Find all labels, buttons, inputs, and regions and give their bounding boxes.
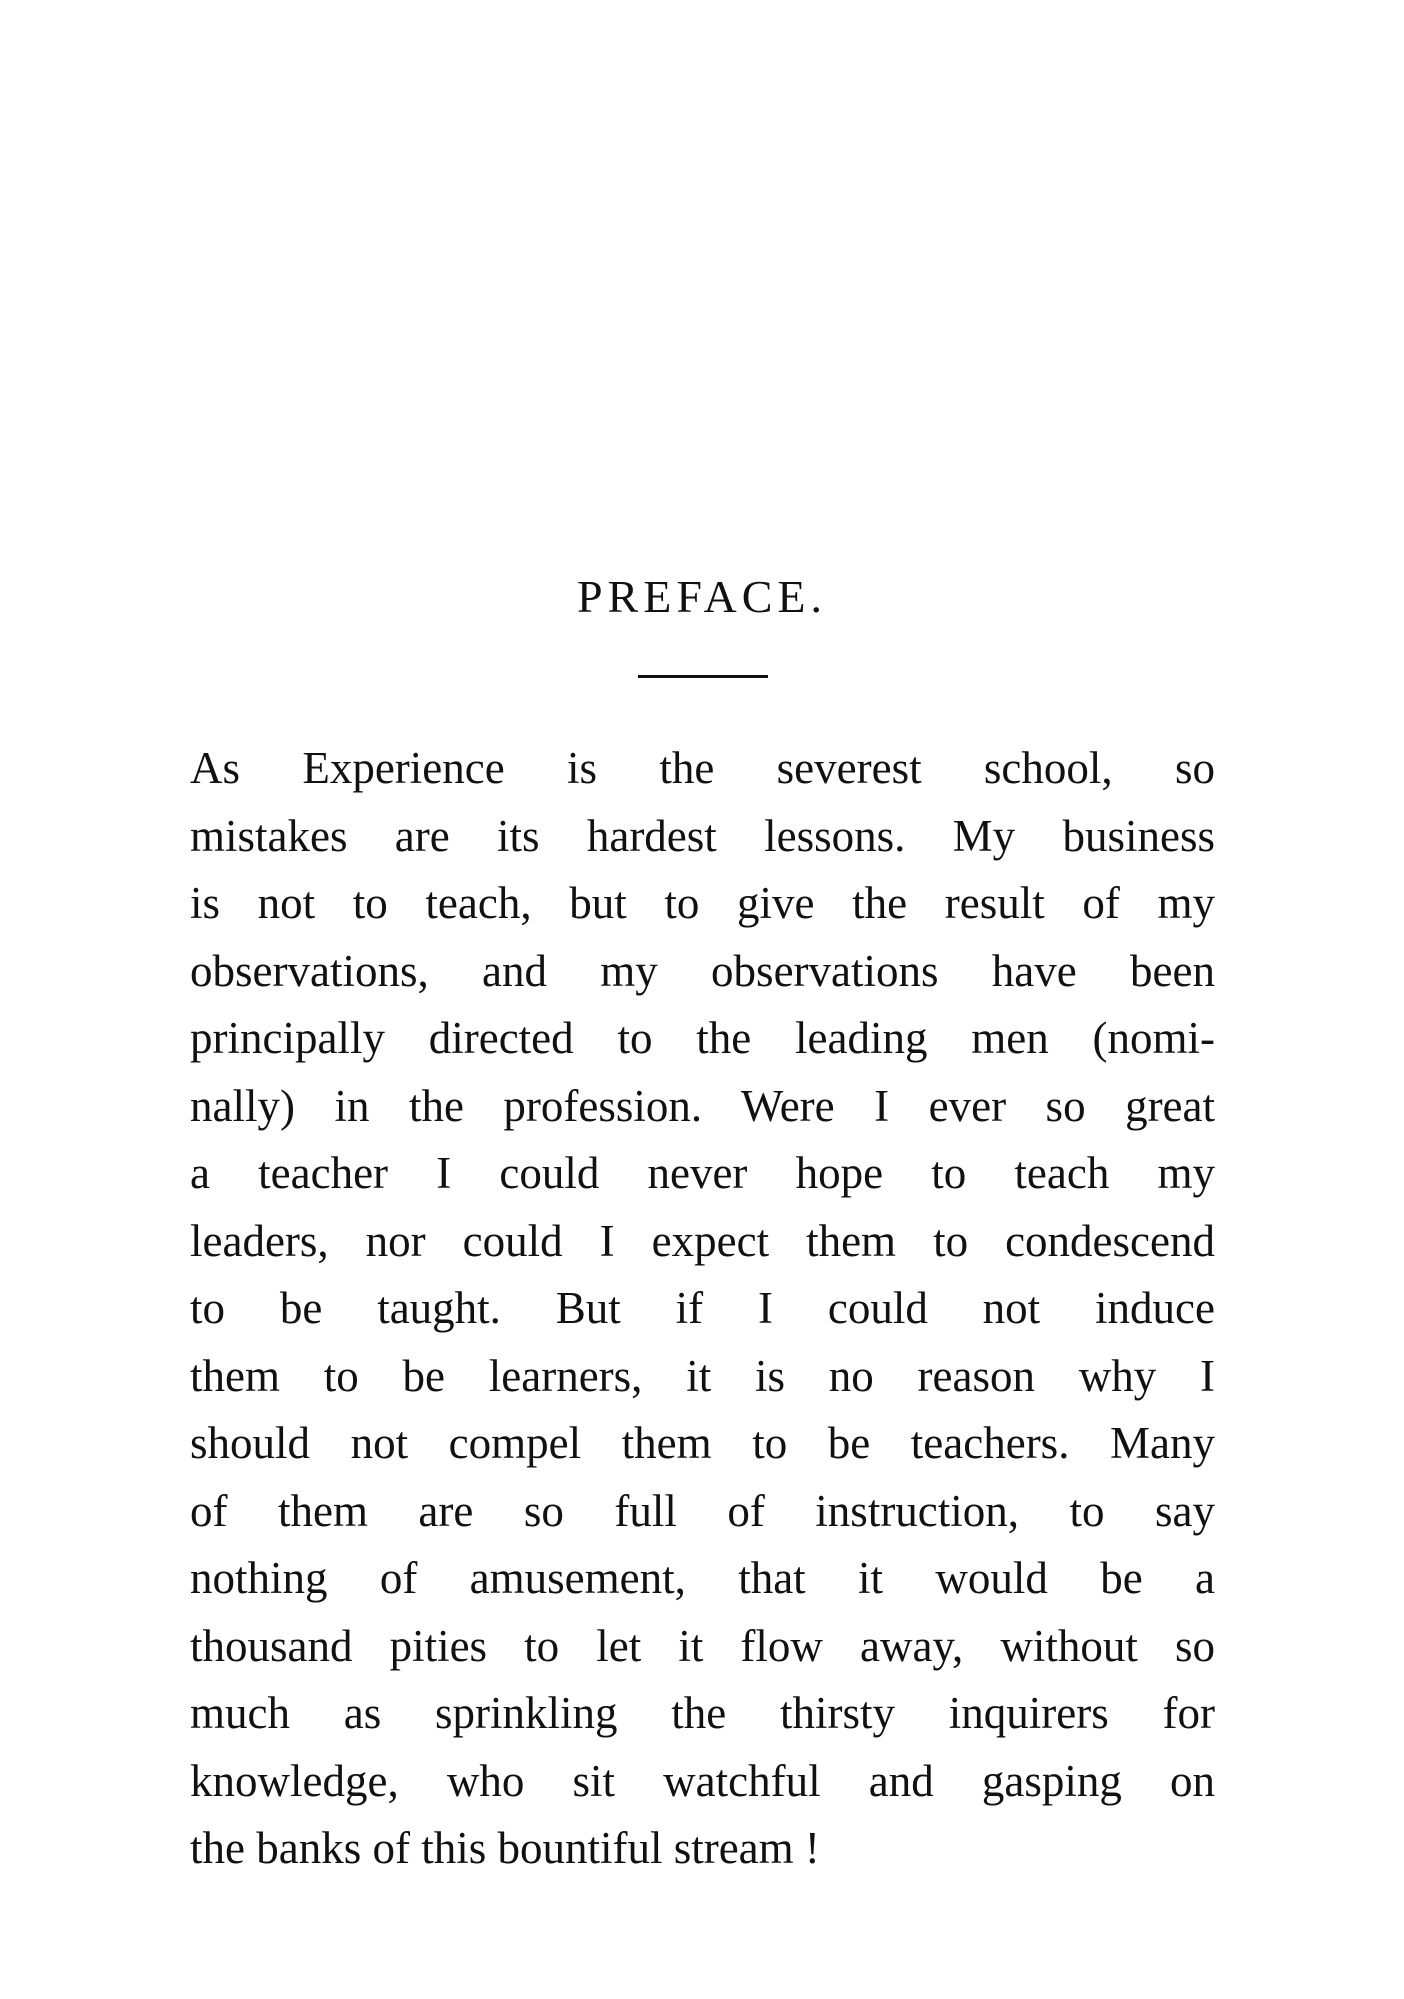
- text-line: As Experience is the severest school, so: [190, 743, 1215, 793]
- text-line: of them are so full of instruction, to say: [190, 1485, 1215, 1536]
- text-line: mistakes are its hardest lessons. My business: [190, 810, 1215, 861]
- text-line: knowledge, who sit watchful and gasping on: [190, 1755, 1215, 1806]
- text-line: nothing of amusement, that it would be a: [190, 1553, 1215, 1603]
- text-line: is not to teach, but to give the result of my: [190, 878, 1215, 928]
- text-line: observations, and my observations have been: [190, 945, 1215, 996]
- preface-paragraph: [190, 735, 1215, 1883]
- text-line: the banks of this bountiful stream !: [190, 1823, 820, 1873]
- text-line: nally) in the profession. Were I ever so great: [190, 1080, 1215, 1131]
- text-line: a teacher I could never hope to teach my: [190, 1148, 1215, 1198]
- text-line: much as sprinkling the thirsty inquirers for: [190, 1688, 1215, 1738]
- text-line: should not compel them to be teachers. Many: [190, 1418, 1215, 1468]
- text-line: to be taught. But if I could not induce: [190, 1283, 1215, 1333]
- text-line: thousand pities to let it flow away, without so: [190, 1620, 1215, 1671]
- text-line: them to be learners, it is no reason why I: [190, 1350, 1215, 1401]
- text-line: leaders, nor could I expect them to condescend: [190, 1215, 1215, 1266]
- page-title: PREFACE.: [576, 571, 828, 622]
- title-divider: [638, 675, 768, 678]
- text-line: principally directed to the leading men (nomi-: [190, 1013, 1215, 1063]
